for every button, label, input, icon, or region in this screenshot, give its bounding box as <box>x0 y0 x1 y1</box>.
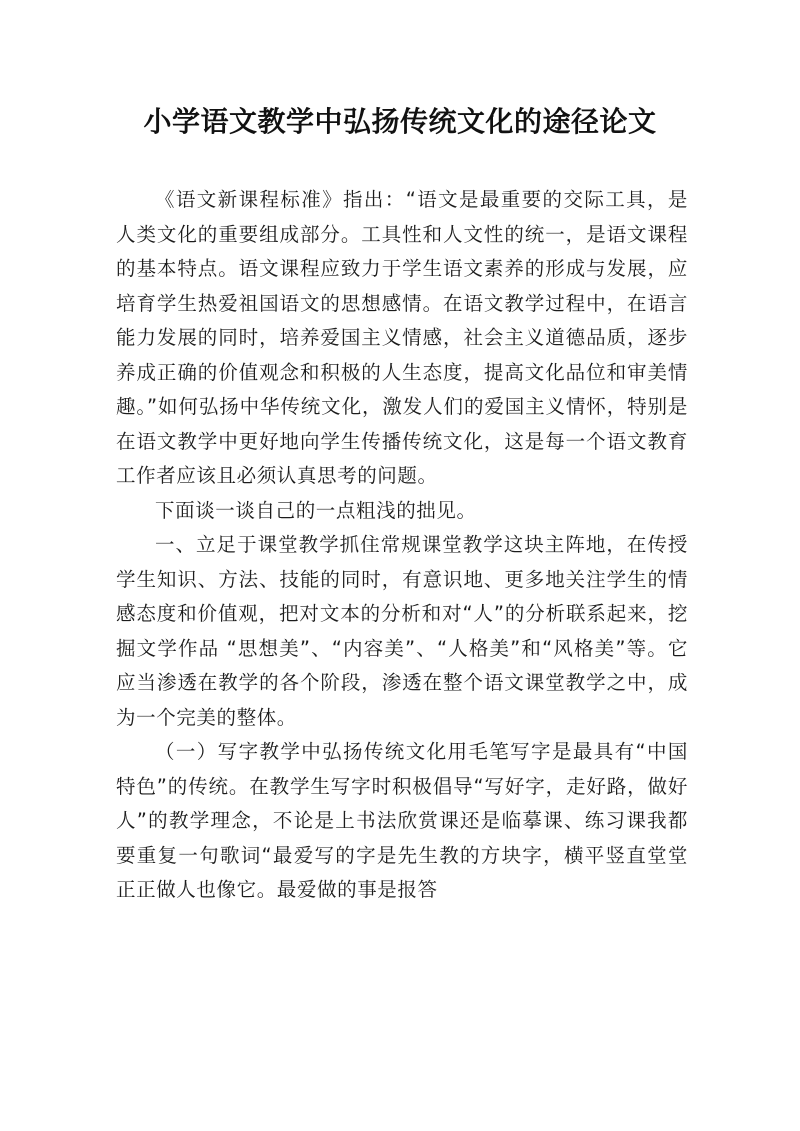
paragraph-intro: 《语文新课程标准》指出：“语文是最重要的交际工具，是人类文化的重要组成部分。工具性和人文性的统一，是语文课程的基本特点。语文课程应致力于学生语文素养的形成与发展，应培育学生热爱祖国语文的思想感情。在语文教学过程中，在语言能力发展的同时，培养爱国主义情感，社会主义道德品质，逐步养成正确的价值观念和积极的人生态度，提高文化品位和审美情趣。”如何弘扬中华传统文化，激发人们的爱国主义情怀，特别是在语文教学中更好地向学生传播传统文化，这是每一个语文教育工作者应该且必须认真思考的问题。 <box>116 188 688 487</box>
document-body <box>116 183 688 908</box>
paragraph-transition: 下面谈一谈自己的一点粗浅的拙见。 <box>155 498 477 522</box>
paragraph-section-one: 一、立足于课堂教学抓住常规课堂教学这块主阵地，在传授学生知识、方法、技能的同时，有意识地、更多地关注学生的情感态度和价值观，把对文本的分析和对“人”的分析联系起来，挖掘文学作品 “思想美”、“内容美”、“人格美”和“风格美”等。它应当渗透在教学的各个阶段，渗透在整个语文课堂教学之中，成为一个完美的整体。 <box>116 533 688 729</box>
paragraph-subsection-one: （一）写字教学中弘扬传统文化用毛笔写字是最具有“中国特色”的传统。在教学生写字时积极倡导“写好字，走好路，做好人”的教学理念，不论是上书法欣赏课还是临摹课、练习课我都要重复一句歌词“最爱写的字是先生教的方块字，横平竖直堂堂正正做人也像它。最爱做的事是报答 <box>116 740 688 901</box>
document-title: 小学语文教学中弘扬传统文化的途径论文 <box>143 105 657 138</box>
